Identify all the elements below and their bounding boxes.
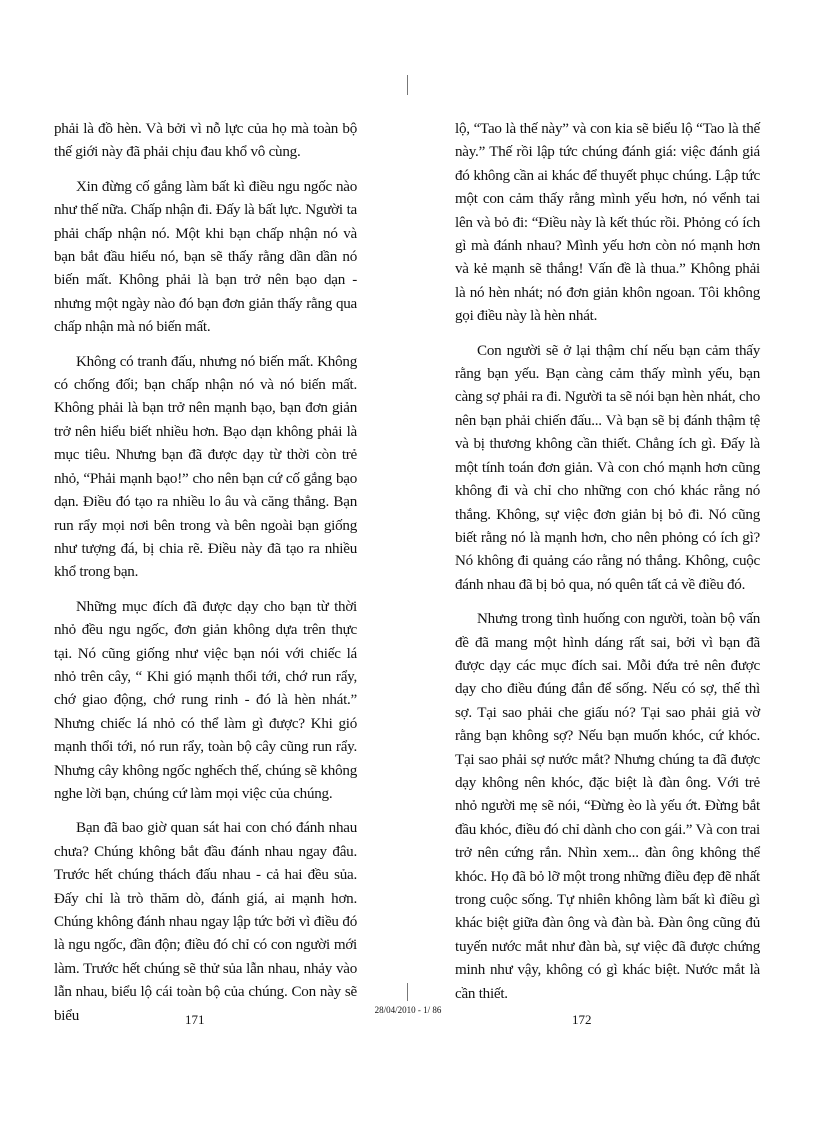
left-page-text: [54, 118, 357, 1039]
right-page-number: 172: [572, 1012, 592, 1027]
print-date-stamp: 28/04/2010 - 1/ 86: [374, 1005, 442, 1015]
paragraph: Con người sẽ ở lại thậm chí nếu bạn cảm thấy rằng bạn yếu. Bạn càng cảm thấy mình yếu, bạn càng sợ phải ra đi. Người ta sẽ nói bạn hèn nhát, cho nên bạn phải chiến đấu... Và bạn sẽ bị đánh thậm tệ và bị thương không cần thiết. Chẳng ích gì. Đấy là một tính toán đơn giản. Và con chó mạnh hơn cũng không đi và chỉ cho những con chó khác rằng nó thắng. Không, sự việc đơn giản bị bỏ đi. Nó cũng biết rằng nó là mạnh hơn, cho nên phỏng có ích gì? Nó không đi quảng cáo rằng nó thắng. Không, cuộc đánh nhau đã bị bỏ qua, nó quên tất cả về điều đó.: [455, 342, 760, 593]
paragraph: Xin đừng cố gắng làm bất kì điều ngu ngốc nào như thế nữa. Chấp nhận đi. Đấy là bất lực. Người ta phải chấp nhận nó. Một khi bạn chấp nhận nó và bạn bắt đầu hiểu nó, bạn sẽ thấy rằng dần dần nó biến mất. Không phải là bạn trở nên bạo dạn - nhưng một ngày nào đó bạn đơn giản thấy rằng qua chấp nhận mà nó biến mất.: [54, 178, 357, 336]
gutter-mark-top: [407, 75, 408, 95]
paragraph: lộ, “Tao là thế này” và con kia sẽ biểu lộ “Tao là thế này.” Thế rồi lập tức chúng đánh giá: việc đánh giá đó không cần ai khác để thuyết phục chúng. Lập tức một con cảm thấy rằng mình yếu hơn, nó vểnh tai lên và bỏ đi: “Điều này là kết thúc rồi. Phỏng có ích gì mà đánh nhau? Mình yếu hơn còn nó mạnh hơn và kẻ mạnh sẽ thắng! Vấn đề là thua.” Không phải là nó hèn nhát; nó đơn giản khôn ngoan. Tôi không gọi điều này là hèn nhát.: [455, 121, 760, 325]
left-page-number: 171: [185, 1012, 205, 1027]
paragraph: Bạn đã bao giờ quan sát hai con chó đánh nhau chưa? Chúng không bắt đầu đánh nhau ngay đâu. Trước hết chúng thách đấu nhau - cả hai đều sủa. Đấy chỉ là trò thăm dò, đánh giá, ai mạnh hơn. Chúng không đánh nhau ngay lập tức bởi vì điều đó là ngu ngốc, đần độn; điều đó chỉ có con người mới làm. Trước hết chúng sẽ thử sủa lẫn nhau, nhảy vào lẫn nhau, biểu lộ cái toàn bộ của chúng. Con này sẽ biểu: [54, 820, 357, 1024]
paragraph: Những mục đích đã được dạy cho bạn từ thời nhỏ đều ngu ngốc, đơn giản không dựa trên thực tại. Nó cũng giống như việc bạn nói với chiếc lá nhỏ trên cây, “ Khi gió mạnh thổi tới, chớ run rẩy, chớ giao động, chớ rung rinh - đó là hèn nhát.” Nhưng chiếc lá nhỏ có thể làm gì được? Khi gió mạnh thổi tới, nó run rẩy, toàn bộ cây cũng run rẩy. Nhưng cây không ngốc nghếch thế, chúng sẽ không nghe lời bạn, chúng cứ làm mọi việc của chúng.: [54, 598, 357, 802]
paragraph: phải là đồ hèn. Và bởi vì nỗ lực của họ mà toàn bộ thế giới này đã phải chịu đau khổ vô cùng.: [54, 121, 357, 161]
gutter-mark-bottom: [407, 983, 408, 1001]
right-page-text: [455, 118, 760, 1017]
paragraph: Nhưng trong tình huống con người, toàn bộ vấn đề đã mang một hình dáng rất sai, bởi vì bạn đã được dạy các mục đích sai. Mỗi đứa trẻ nên được dạy cho điều đúng đắn để sống. Nếu có sợ, thế thì sợ. Tại sao phải che giấu nó? Tại sao phải giả vờ rằng bạn không sợ? Nếu bạn muốn khóc, cứ khóc. Tại sao phải sợ nước mắt? Nhưng chúng ta đã được dạy không nên khóc, đặc biệt là đàn ông. Với trẻ nhỏ người mẹ sẽ nói, “Đừng èo là yếu ớt. Đừng bắt đầu khóc, điều đó chỉ dành cho con gái.” Và con trai trở nên cứng rắn. Nhìn xem... đàn ông không thể khóc. Họ đã bỏ lỡ một trong những điều đẹp đẽ nhất trong cuộc sống. Tự nhiên không làm bất kì điều gì khác biệt giữa đàn ông và đàn bà. Đàn ông cũng đủ tuyến nước mắt như đàn bà, sự việc đã được chứng minh như vậy, không có gì khác biệt. Nước mắt là cần thiết.: [455, 611, 760, 1002]
paragraph: Không có tranh đấu, nhưng nó biến mất. Không có chống đối; bạn chấp nhận nó và nó biến mất. Không phải là bạn trở nên mạnh bạo, bạn đơn giản trở nên hiểu biết nhiều hơn. Bạo dạn không phải là mục tiêu. Nhưng bạn đã được dạy từ thời còn trẻ nhỏ, “Phải mạnh bạo!” cho nên bạn cứ cố gắng bạo dạn. Điều đó tạo ra nhiều lo âu và căng thẳng. Bạn run rẩy mọi nơi bên trong và bên ngoài bạn giống như tượng đá, bị chia rẽ. Điều này đã tạo ra nhiều khổ trong bạn.: [54, 353, 357, 581]
